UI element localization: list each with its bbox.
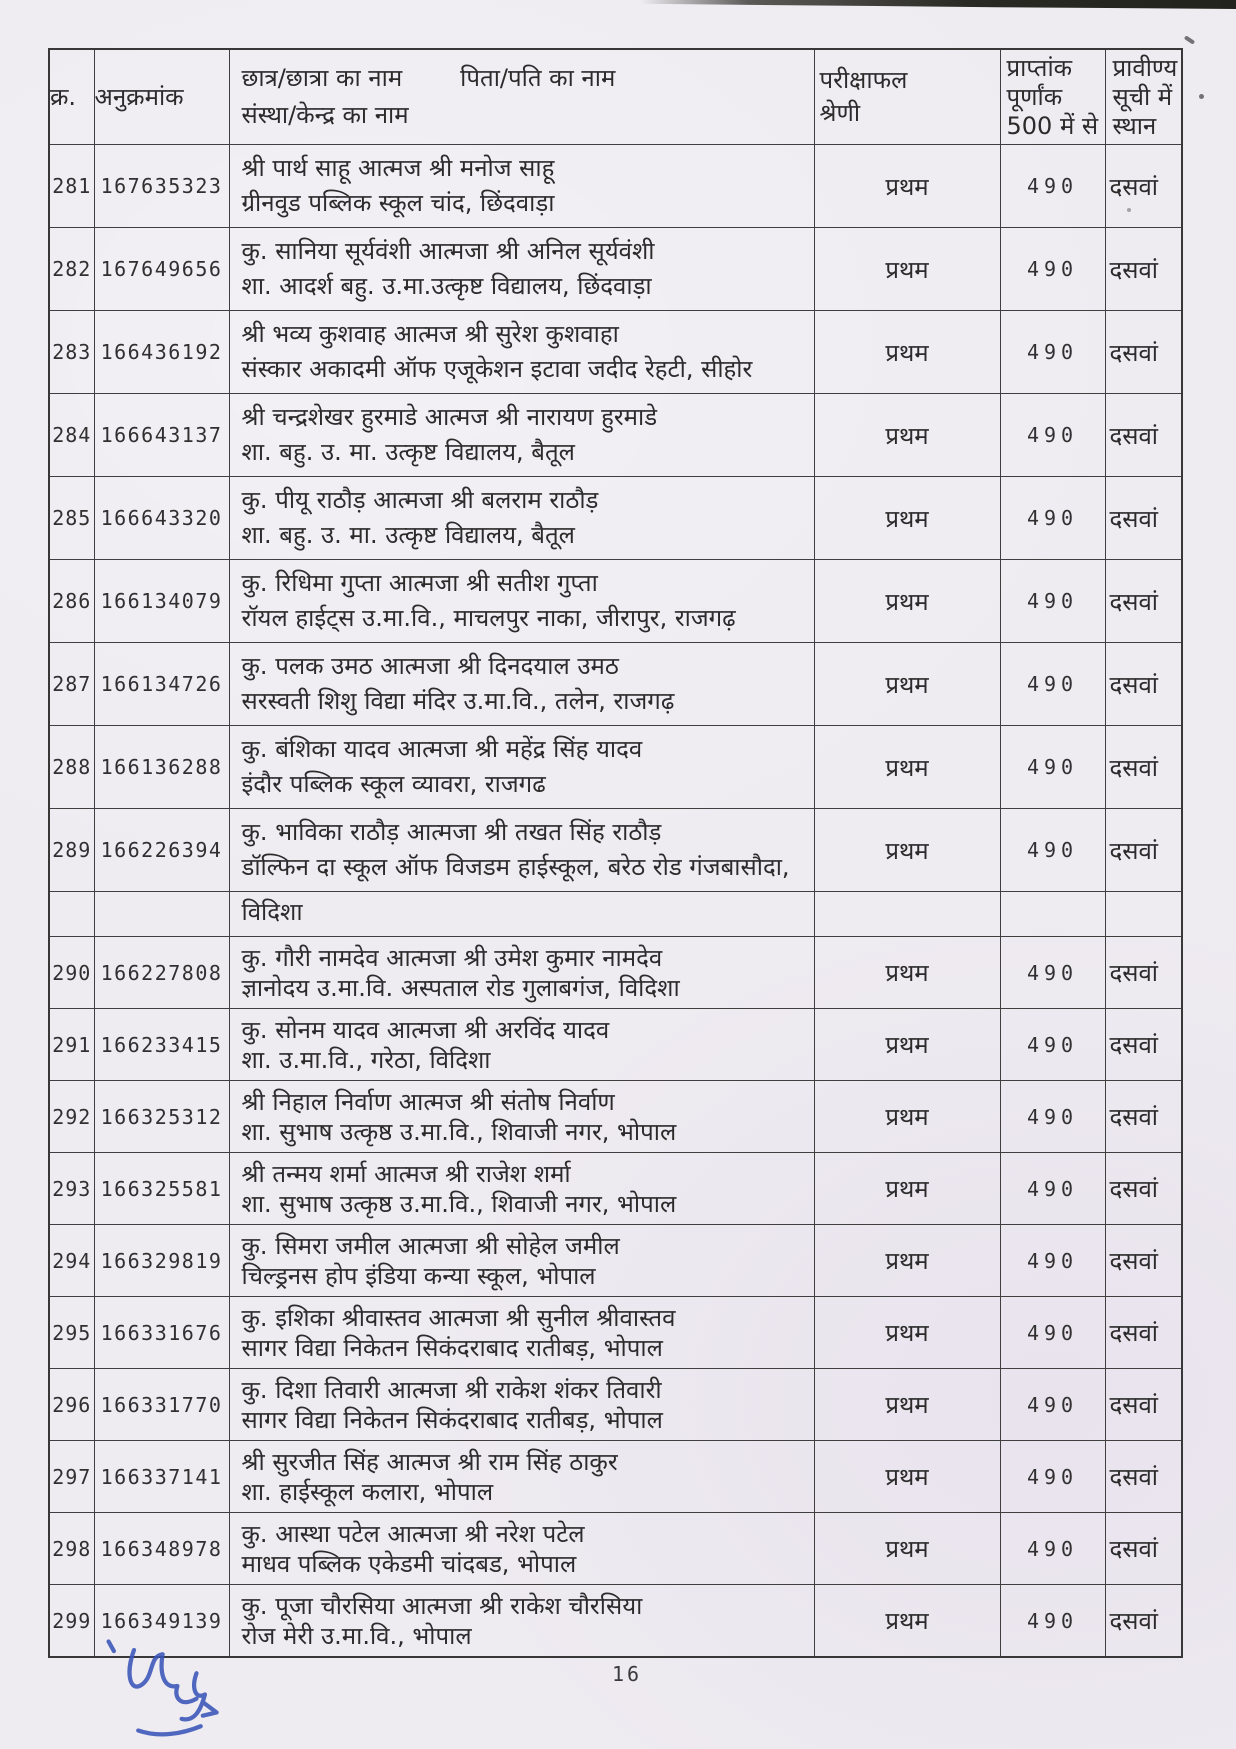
column-header-roll-label: अनुक्रमांक bbox=[94, 83, 184, 111]
marks-cell bbox=[1000, 1441, 1105, 1513]
marks-value: 490 bbox=[1026, 1320, 1079, 1345]
marks-value: 490 bbox=[1026, 755, 1079, 779]
marks-cell bbox=[1000, 643, 1105, 726]
rank-cell bbox=[1105, 311, 1182, 394]
table-row bbox=[49, 1297, 1182, 1369]
roll-number-cell bbox=[94, 1153, 229, 1225]
result-category: प्रथम bbox=[885, 421, 929, 450]
serial-number-cell bbox=[49, 643, 94, 726]
school-name: शा. बहु. उ. मा. उत्कृष्ट विद्यालय, बैतूल bbox=[241, 438, 575, 466]
marks-cell bbox=[1000, 145, 1105, 228]
roll-number-cell bbox=[94, 145, 229, 228]
rank-cell bbox=[1105, 1585, 1182, 1658]
school-name: ज्ञानोदय उ.मा.वि. अस्पताल रोड गुलाबगंज, विदिशा bbox=[241, 973, 680, 1002]
result-category: प्रथम bbox=[885, 959, 929, 987]
name-cell bbox=[229, 643, 814, 726]
marks-cell bbox=[1000, 394, 1105, 477]
serial-number-cell bbox=[49, 228, 94, 311]
rank-value: दसवां bbox=[1109, 1535, 1159, 1563]
rank-cell bbox=[1105, 394, 1182, 477]
serial-number-cell bbox=[49, 477, 94, 560]
roll-number-cell bbox=[94, 1225, 229, 1297]
marks-value: 490 bbox=[1026, 1608, 1079, 1633]
school-name: माधव पब्लिक एकेडमी चांदबड, भोपाल bbox=[241, 1549, 577, 1578]
marks-value: 490 bbox=[1026, 340, 1079, 364]
marks-cell bbox=[1000, 1369, 1105, 1441]
serial-number-cell bbox=[49, 1297, 94, 1369]
rank-value: दसवां bbox=[1109, 255, 1159, 284]
marks-value: 490 bbox=[1026, 838, 1079, 862]
student-father-name: कु. पूजा चौरसिया आत्मजा श्री राकेश चौरसिया bbox=[241, 1591, 643, 1620]
rank-value: दसवां bbox=[1109, 1319, 1159, 1347]
student-father-name: श्री भव्य कुशवाह आत्मज श्री सुरेश कुशवाहा bbox=[241, 320, 619, 348]
marks-cell bbox=[1000, 809, 1105, 892]
column-header-marks: प्राप्तांक पूर्णांक 500 में से bbox=[1000, 49, 1105, 145]
school-name: शा. बहु. उ. मा. उत्कृष्ट विद्यालय, बैतूल bbox=[241, 521, 575, 549]
roll-number-cell bbox=[94, 892, 229, 937]
roll-number: 166325312 bbox=[100, 1104, 223, 1129]
result-cell bbox=[814, 892, 1000, 937]
table-row bbox=[49, 560, 1182, 643]
roll-number: 167649656 bbox=[100, 257, 223, 281]
result-cell bbox=[814, 1153, 1000, 1225]
roll-number: 166331770 bbox=[100, 1392, 223, 1417]
table-row bbox=[49, 145, 1182, 228]
serial-number-cell bbox=[49, 311, 94, 394]
rank-cell bbox=[1105, 560, 1182, 643]
table-row bbox=[49, 1513, 1182, 1585]
ink-speck bbox=[1199, 94, 1204, 99]
marks-value: 490 bbox=[1026, 423, 1079, 447]
roll-number: 166329819 bbox=[100, 1248, 223, 1273]
column-header-institution: संस्था/केन्द्र का नाम bbox=[241, 101, 409, 129]
name-cell bbox=[229, 1297, 814, 1369]
name-cell bbox=[229, 1513, 814, 1585]
marks-value: 490 bbox=[1026, 506, 1079, 530]
marks-cell bbox=[1000, 1513, 1105, 1585]
name-cell bbox=[229, 1153, 814, 1225]
serial-number-cell bbox=[49, 560, 94, 643]
student-father-name: कु. पलक उमठ आत्मजा श्री दिनदयाल उमठ bbox=[241, 652, 619, 680]
column-header-roll bbox=[94, 49, 229, 145]
table-row-continuation bbox=[49, 892, 1182, 937]
result-category: प्रथम bbox=[885, 587, 929, 616]
result-category: प्रथम bbox=[885, 1319, 929, 1347]
rank-cell bbox=[1105, 643, 1182, 726]
student-father-name: श्री सुरजीत सिंह आत्मज श्री राम सिंह ठाकुर bbox=[241, 1447, 618, 1476]
serial-number-cell bbox=[49, 892, 94, 937]
result-cell bbox=[814, 1441, 1000, 1513]
roll-number-cell bbox=[94, 809, 229, 892]
result-category: प्रथम bbox=[885, 753, 929, 782]
name-cell bbox=[229, 228, 814, 311]
column-header-rank: प्रावीण्य सूची में स्थान bbox=[1105, 49, 1182, 145]
result-category: प्रथम bbox=[885, 1535, 929, 1563]
name-cell bbox=[229, 1081, 814, 1153]
merit-list-table bbox=[48, 48, 1183, 1658]
marks-cell bbox=[1000, 477, 1105, 560]
table-row bbox=[49, 809, 1182, 892]
serial-number-cell bbox=[49, 1585, 94, 1658]
result-category: प्रथम bbox=[885, 504, 929, 533]
result-cell bbox=[814, 643, 1000, 726]
student-father-name: श्री चन्द्रशेखर हुरमाडे आत्मज श्री नारायण हुरमाडे bbox=[241, 403, 658, 431]
serial-number-cell bbox=[49, 1513, 94, 1585]
table-row bbox=[49, 1441, 1182, 1513]
roll-number-cell bbox=[94, 311, 229, 394]
school-name: शा. हाईस्कूल कलारा, भोपाल bbox=[241, 1477, 494, 1506]
marks-value: 490 bbox=[1026, 174, 1079, 198]
serial-number: 283 bbox=[52, 340, 92, 364]
serial-number: 295 bbox=[52, 1320, 92, 1345]
rank-value: दसवां bbox=[1109, 172, 1159, 201]
rank-cell bbox=[1105, 1153, 1182, 1225]
rank-value: दसवां bbox=[1109, 836, 1159, 865]
roll-number: 166227808 bbox=[100, 960, 223, 985]
school-name: संस्कार अकादमी ऑफ एजूकेशन इटावा जदीद रेहटी, सीहोर bbox=[241, 355, 753, 383]
roll-number-cell bbox=[94, 560, 229, 643]
serial-number-cell bbox=[49, 145, 94, 228]
school-name: सागर विद्या निकेतन सिकंदराबाद रातीबड़, भोपाल bbox=[241, 1405, 663, 1434]
school-name: चिल्ड्रनस होप इंडिया कन्या स्कूल, भोपाल bbox=[241, 1261, 596, 1290]
student-father-name: कु. सिमरा जमील आत्मजा श्री सोहेल जमील bbox=[241, 1231, 620, 1260]
result-category: प्रथम bbox=[885, 338, 929, 367]
name-cell bbox=[229, 1009, 814, 1081]
result-category: प्रथम bbox=[885, 1031, 929, 1059]
serial-number-cell bbox=[49, 937, 94, 1009]
rank-cell bbox=[1105, 937, 1182, 1009]
rank-cell bbox=[1105, 228, 1182, 311]
marks-value: 490 bbox=[1026, 1248, 1079, 1273]
roll-number-cell bbox=[94, 643, 229, 726]
marks-value: 490 bbox=[1026, 960, 1079, 985]
student-father-name: कु. आस्था पटेल आत्मजा श्री नरेश पटेल bbox=[241, 1519, 585, 1548]
name-cell bbox=[229, 937, 814, 1009]
student-father-name: कु. इशिका श्रीवास्तव आत्मजा श्री सुनील श्रीवास्तव bbox=[241, 1303, 676, 1332]
name-cell bbox=[229, 1225, 814, 1297]
rank-value: दसवां bbox=[1109, 1391, 1159, 1419]
table-row bbox=[49, 643, 1182, 726]
roll-number-cell bbox=[94, 477, 229, 560]
rank-value: दसवां bbox=[1109, 504, 1159, 533]
rank-cell bbox=[1105, 726, 1182, 809]
scanner-edge-artifact bbox=[640, 0, 1236, 9]
serial-number: 293 bbox=[52, 1176, 92, 1201]
result-cell bbox=[814, 394, 1000, 477]
roll-number: 166233415 bbox=[100, 1032, 223, 1057]
serial-number: 297 bbox=[52, 1464, 92, 1489]
serial-number-cell bbox=[49, 1441, 94, 1513]
school-name: सागर विद्या निकेतन सिकंदराबाद रातीबड़, भोपाल bbox=[241, 1333, 663, 1362]
roll-number-cell bbox=[94, 937, 229, 1009]
result-cell bbox=[814, 1297, 1000, 1369]
serial-number-cell bbox=[49, 1153, 94, 1225]
rank-cell bbox=[1105, 809, 1182, 892]
serial-number: 294 bbox=[52, 1248, 92, 1273]
roll-number: 166348978 bbox=[100, 1536, 223, 1561]
rank-cell bbox=[1105, 1225, 1182, 1297]
roll-number: 166331676 bbox=[100, 1320, 223, 1345]
name-cell bbox=[229, 892, 814, 937]
roll-number-cell bbox=[94, 1441, 229, 1513]
rank-value: दसवां bbox=[1109, 421, 1159, 450]
roll-number: 166349139 bbox=[100, 1608, 223, 1633]
marks-value: 490 bbox=[1026, 257, 1079, 281]
serial-number: 289 bbox=[52, 838, 92, 862]
school-name-continued: विदिशा bbox=[241, 898, 303, 926]
name-cell bbox=[229, 809, 814, 892]
serial-number: 282 bbox=[52, 257, 92, 281]
school-name: सरस्वती शिशु विद्या मंदिर उ.मा.वि., तलेन, राजगढ़ bbox=[241, 687, 675, 715]
result-category: प्रथम bbox=[885, 1607, 929, 1635]
marks-cell bbox=[1000, 1009, 1105, 1081]
rank-cell bbox=[1105, 1369, 1182, 1441]
roll-number-cell bbox=[94, 1369, 229, 1441]
roll-number: 166325581 bbox=[100, 1176, 223, 1201]
column-header-father-name: पिता/पति का नाम bbox=[460, 64, 616, 92]
school-name: शा. सुभाष उत्कृष्ठ उ.मा.वि., शिवाजी नगर, भोपाल bbox=[241, 1117, 677, 1146]
serial-number: 296 bbox=[52, 1392, 92, 1417]
result-cell bbox=[814, 1081, 1000, 1153]
rank-value: दसवां bbox=[1109, 1247, 1159, 1275]
column-header-serial-label: क्र. bbox=[50, 83, 77, 111]
result-category: प्रथम bbox=[885, 670, 929, 699]
table-row bbox=[49, 1369, 1182, 1441]
result-cell bbox=[814, 311, 1000, 394]
result-cell bbox=[814, 1513, 1000, 1585]
marks-value: 490 bbox=[1026, 1392, 1079, 1417]
result-cell bbox=[814, 1009, 1000, 1081]
name-cell bbox=[229, 394, 814, 477]
student-father-name: कु. बंशिका यादव आत्मजा श्री महेंद्र सिंह यादव bbox=[241, 735, 643, 763]
result-cell bbox=[814, 937, 1000, 1009]
marks-value: 490 bbox=[1026, 1104, 1079, 1129]
page-number: 16 bbox=[612, 1662, 643, 1686]
marks-value: 490 bbox=[1026, 672, 1079, 696]
student-father-name: कु. रिधिमा गुप्ता आत्मजा श्री सतीश गुप्ता bbox=[241, 569, 598, 597]
student-father-name: कु. भाविका राठौड़ आत्मजा श्री तखत सिंह राठौड़ bbox=[241, 818, 662, 846]
table-row bbox=[49, 937, 1182, 1009]
roll-number-cell bbox=[94, 228, 229, 311]
rank-value: दसवां bbox=[1109, 1463, 1159, 1491]
serial-number: 288 bbox=[52, 755, 92, 779]
serial-number: 290 bbox=[52, 960, 92, 985]
school-name: रॉयल हाईट्स उ.मा.वि., माचलपुर नाका, जीरापुर, राजगढ़ bbox=[241, 604, 736, 632]
school-name: शा. सुभाष उत्कृष्ठ उ.मा.वि., शिवाजी नगर, भोपाल bbox=[241, 1189, 677, 1218]
school-name: शा. उ.मा.वि., गरेठा, विदिशा bbox=[241, 1045, 491, 1074]
roll-number-cell bbox=[94, 1297, 229, 1369]
rank-cell bbox=[1105, 1513, 1182, 1585]
name-cell bbox=[229, 1441, 814, 1513]
result-cell bbox=[814, 560, 1000, 643]
school-name: इंदौर पब्लिक स्कूल व्यावरा, राजगढ bbox=[241, 770, 546, 798]
table-row bbox=[49, 228, 1182, 311]
serial-number-cell bbox=[49, 394, 94, 477]
marks-value: 490 bbox=[1026, 1464, 1079, 1489]
serial-number: 287 bbox=[52, 672, 92, 696]
name-cell bbox=[229, 560, 814, 643]
serial-number-cell bbox=[49, 1225, 94, 1297]
roll-number-cell bbox=[94, 726, 229, 809]
roll-number: 166226394 bbox=[100, 838, 223, 862]
marks-cell bbox=[1000, 311, 1105, 394]
rank-cell bbox=[1105, 1297, 1182, 1369]
roll-number: 166136288 bbox=[100, 755, 223, 779]
result-category: प्रथम bbox=[885, 1391, 929, 1419]
table-row bbox=[49, 311, 1182, 394]
marks-cell bbox=[1000, 937, 1105, 1009]
rank-value: दसवां bbox=[1109, 1175, 1159, 1203]
table-row bbox=[49, 1225, 1182, 1297]
result-cell bbox=[814, 477, 1000, 560]
school-name: ग्रीनवुड पब्लिक स्कूल चांद, छिंदवाड़ा bbox=[241, 189, 555, 217]
result-category: प्रथम bbox=[885, 1175, 929, 1203]
marks-cell bbox=[1000, 1081, 1105, 1153]
roll-number: 166643320 bbox=[100, 506, 223, 530]
name-cell bbox=[229, 477, 814, 560]
table-row bbox=[49, 1009, 1182, 1081]
marks-value: 490 bbox=[1026, 1536, 1079, 1561]
serial-number: 286 bbox=[52, 589, 92, 613]
roll-number-cell bbox=[94, 1081, 229, 1153]
handwritten-signature bbox=[98, 1632, 278, 1740]
student-father-name: श्री पार्थ साहू आत्मज श्री मनोज साहू bbox=[241, 154, 555, 182]
column-header-student-name: छात्र/छात्रा का नाम bbox=[241, 64, 403, 92]
serial-number: 284 bbox=[52, 423, 92, 447]
rank-value: दसवां bbox=[1109, 753, 1159, 782]
table-header bbox=[49, 49, 1182, 145]
rank-value: दसवां bbox=[1109, 959, 1159, 987]
marks-cell bbox=[1000, 1225, 1105, 1297]
rank-cell bbox=[1105, 477, 1182, 560]
student-father-name: कु. सानिया सूर्यवंशी आत्मजा श्री अनिल सूर्यवंशी bbox=[241, 237, 655, 265]
result-cell bbox=[814, 1585, 1000, 1658]
column-header-serial bbox=[49, 49, 94, 145]
result-cell bbox=[814, 145, 1000, 228]
result-category: प्रथम bbox=[885, 1247, 929, 1275]
result-category: प्रथम bbox=[885, 1103, 929, 1131]
name-cell bbox=[229, 145, 814, 228]
rank-value: दसवां bbox=[1109, 338, 1159, 367]
result-cell bbox=[814, 1369, 1000, 1441]
serial-number-cell bbox=[49, 726, 94, 809]
name-cell bbox=[229, 1369, 814, 1441]
serial-number-cell bbox=[49, 1369, 94, 1441]
result-cell bbox=[814, 809, 1000, 892]
serial-number: 292 bbox=[52, 1104, 92, 1129]
roll-number: 166134726 bbox=[100, 672, 223, 696]
roll-number: 166337141 bbox=[100, 1464, 223, 1489]
marks-cell bbox=[1000, 892, 1105, 937]
column-header-result: परीक्षाफल श्रेणी bbox=[814, 49, 1000, 145]
marks-cell bbox=[1000, 726, 1105, 809]
serial-number: 281 bbox=[52, 174, 92, 198]
student-father-name: श्री तन्मय शर्मा आत्मज श्री राजेश शर्मा bbox=[241, 1159, 571, 1188]
serial-number-cell bbox=[49, 809, 94, 892]
serial-number: 299 bbox=[52, 1608, 92, 1633]
rank-value: दसवां bbox=[1109, 1103, 1159, 1131]
marks-value: 490 bbox=[1026, 1176, 1079, 1201]
school-name: शा. आदर्श बहु. उ.मा.उत्कृष्ट विद्यालय, छिंदवाड़ा bbox=[241, 272, 652, 300]
name-cell bbox=[229, 1585, 814, 1658]
table-row bbox=[49, 726, 1182, 809]
rank-cell bbox=[1105, 892, 1182, 937]
serial-number-cell bbox=[49, 1009, 94, 1081]
roll-number-cell bbox=[94, 394, 229, 477]
table-row bbox=[49, 394, 1182, 477]
name-cell bbox=[229, 726, 814, 809]
result-category: प्रथम bbox=[885, 836, 929, 865]
roll-number-cell bbox=[94, 1513, 229, 1585]
marks-cell bbox=[1000, 228, 1105, 311]
student-father-name: श्री निहाल निर्वाण आत्मज श्री संतोष निर्वाण bbox=[241, 1087, 615, 1116]
rank-value: दसवां bbox=[1109, 670, 1159, 699]
serial-number: 298 bbox=[52, 1536, 92, 1561]
roll-number: 166643137 bbox=[100, 423, 223, 447]
name-cell bbox=[229, 311, 814, 394]
result-cell bbox=[814, 228, 1000, 311]
result-category: प्रथम bbox=[885, 255, 929, 284]
school-name: डॉल्फिन दा स्कूल ऑफ विजडम हाईस्कूल, बरेठ रोड गंजबासौदा, bbox=[241, 853, 790, 881]
school-name: रोज मेरी उ.मा.वि., भोपाल bbox=[241, 1621, 472, 1650]
rank-cell bbox=[1105, 1009, 1182, 1081]
marks-cell bbox=[1000, 1297, 1105, 1369]
serial-number: 291 bbox=[52, 1032, 92, 1057]
result-cell bbox=[814, 726, 1000, 809]
serial-number: 285 bbox=[52, 506, 92, 530]
rank-value: दसवां bbox=[1109, 1607, 1159, 1635]
marks-value: 490 bbox=[1026, 589, 1079, 613]
rank-value: दसवां bbox=[1109, 587, 1159, 616]
marks-value: 490 bbox=[1026, 1032, 1079, 1057]
result-category: प्रथम bbox=[885, 172, 929, 201]
roll-number-cell bbox=[94, 1009, 229, 1081]
marks-cell bbox=[1000, 1585, 1105, 1658]
roll-number: 167635323 bbox=[100, 174, 223, 198]
marks-cell bbox=[1000, 1153, 1105, 1225]
student-father-name: कु. गौरी नामदेव आत्मजा श्री उमेश कुमार नामदेव bbox=[241, 943, 663, 972]
result-cell bbox=[814, 1225, 1000, 1297]
rank-cell bbox=[1105, 1441, 1182, 1513]
rank-value: दसवां bbox=[1109, 1031, 1159, 1059]
rank-cell bbox=[1105, 145, 1182, 228]
column-header-name bbox=[229, 49, 814, 145]
student-father-name: कु. पीयू राठौड़ आत्मजा श्री बलराम राठौड़ bbox=[241, 486, 599, 514]
ink-speck bbox=[1184, 35, 1195, 44]
marks-cell bbox=[1000, 560, 1105, 643]
table-row bbox=[49, 1081, 1182, 1153]
rank-cell bbox=[1105, 1081, 1182, 1153]
roll-number: 166436192 bbox=[100, 340, 223, 364]
serial-number-cell bbox=[49, 1081, 94, 1153]
result-category: प्रथम bbox=[885, 1463, 929, 1491]
roll-number: 166134079 bbox=[100, 589, 223, 613]
student-father-name: कु. दिशा तिवारी आत्मजा श्री राकेश शंकर तिवारी bbox=[241, 1375, 662, 1404]
table-row bbox=[49, 477, 1182, 560]
student-father-name: कु. सोनम यादव आत्मजा श्री अरविंद यादव bbox=[241, 1015, 610, 1044]
table-row bbox=[49, 1153, 1182, 1225]
merit-table-body bbox=[49, 145, 1182, 1658]
